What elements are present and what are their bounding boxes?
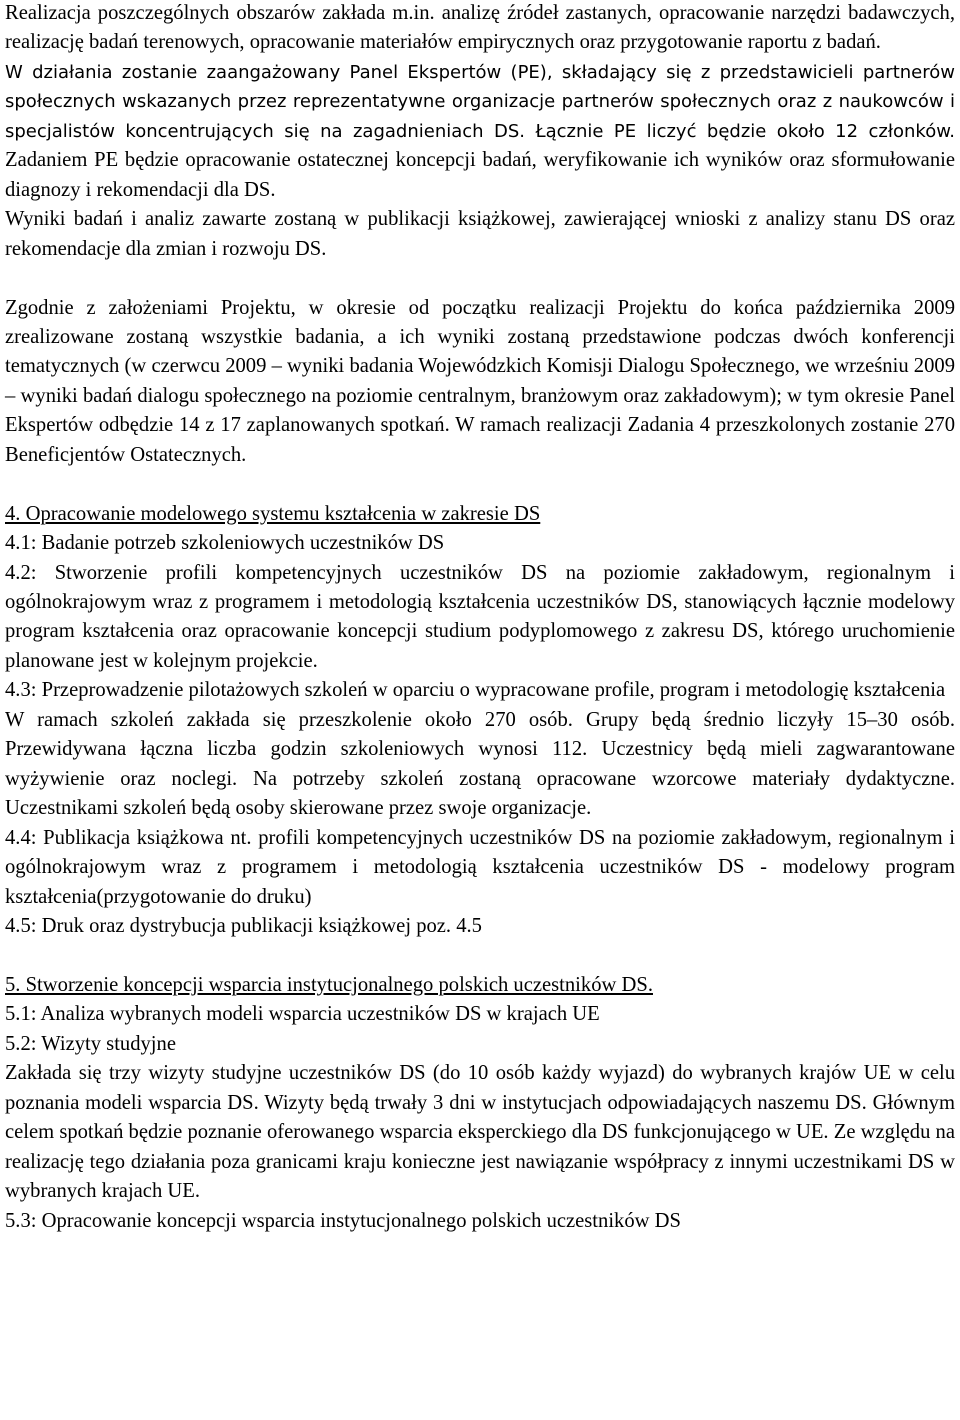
paragraph-spacer xyxy=(5,470,955,499)
item-4-3: 4.3: Przeprowadzenie pilotażowych szkoleń w oparciu o wypracowane profile, program i metodologię kształcenia xyxy=(5,679,946,702)
section-5-heading: 5. Stworzenie koncepcji wsparcia instytucjonalnego polskich uczestników DS. xyxy=(5,973,653,996)
item-5-2: 5.2: Wizyty studyjne xyxy=(5,1032,176,1055)
item-4-5: 4.5: Druk oraz dystrybucja publikacji książkowej poz. 4.5 xyxy=(5,915,482,938)
paragraph-publication-results: Wyniki badań i analiz zawarte zostaną w publikacji książkowej, zawierającej wnioski z analizy stanu DS oraz rekomendacje dla zmian i rozwoju DS. xyxy=(5,208,955,260)
paragraph-spacer xyxy=(5,264,955,293)
expert-panel-task-text: Zadaniem PE będzie opracowanie ostatecznej koncepcji badań, weryfikowanie ich wyników oraz sformułowanie diagnozy i rekomendacji dla DS. xyxy=(5,149,955,201)
item-5-1: 5.1: Analiza wybranych modeli wsparcia uczestników DS w krajach UE xyxy=(5,1003,600,1026)
item-4-2: 4.2: Stworzenie profili kompetencyjnych uczestników DS na poziomie zakładowym, regionalnym i ogólnokrajowym wraz z programem i metodologią kształcenia uczestników DS, stanowiących łącznie modelowy program kształcenia oraz opracowanie koncepcji studium podyplomowego z zakresu DS, którego uruchomienie planowane jest w kolejnym projekcie. xyxy=(5,561,955,672)
paragraph-project-schedule: Zgodnie z założeniami Projektu, w okresie od początku realizacji Projektu do końca października 2009 zrealizowane zostaną wszystkie badania, a ich wyniki zostaną przedstawione podczas dwóch konferencji tematycznych (w czerwcu 2009 – wyniki badania Wojewódzkich Komisji Dialogu Społecznego, we wrześniu 2009 – wyniki badań dialogu społecznego na poziomie centralnym, branżowym oraz zakładowym); w tym okresie Panel Ekspertów odbędzie 14 z 17 zaplanowanych spotkań. W ramach realizacji Zadania 4 przeszkolonych zostanie 270 Beneficjentów Ostatecznych. xyxy=(5,296,955,466)
paragraph-expert-panel xyxy=(5,58,955,205)
item-4-3-description: W ramach szkoleń zakłada się przeszkolenie około 270 osób. Grupy będą średnio liczyły 15–30 osób. Przewidywana łączna liczba godzin szkoleniowych wynosi 112. Uczestnicy będą mieli zagwarantowane wyżywienie oraz noclegi. Na potrzeby szkoleń zostaną opracowane wzorcowe materiały dydaktyczne. Uczestnikami szkoleń będą osoby skierowane przez swoje organizacje. xyxy=(5,708,955,820)
item-4-1: 4.1: Badanie potrzeb szkoleniowych uczestników DS xyxy=(5,532,445,555)
section-4-heading: 4. Opracowanie modelowego systemu kształcenia w zakresie DS xyxy=(5,502,541,525)
expert-panel-text: W działania zostanie zaangażowany Panel Ekspertów (PE), składający się z przedstawicieli partnerów społecznych wskazanych przez reprezentatywne organizacje partnerów społecznych oraz z naukowców i specjalistów koncentrujących się na zagadnieniach DS. Łącznie PE liczyć będzie około 12 członków. xyxy=(5,61,955,142)
paragraph-spacer xyxy=(5,941,955,970)
paragraph-research-areas: Realizacja poszczególnych obszarów zakłada m.in. analizę źródeł zastanych, opracowanie narzędzi badawczych, realizację badań terenowych, opracowanie materiałów empirycznych oraz przygotowanie raportu z badań. xyxy=(5,2,955,54)
item-5-3: 5.3: Opracowanie koncepcji wsparcia instytucjonalnego polskich uczestników DS xyxy=(5,1209,681,1232)
item-4-4: 4.4: Publikacja książkowa nt. profili kompetencyjnych uczestników DS na poziomie zakładowym, regionalnym i ogólnokrajowym wraz z programem i metodologią kształcenia uczestników DS - modelowy program kształcenia(przygotowanie do druku) xyxy=(5,826,955,908)
item-5-2-description: Zakłada się trzy wizyty studyjne uczestników DS (do 10 osób każdy wyjazd) do wybranych krajów UE w celu poznania modeli wsparcia DS. Wizyty będą trwały 3 dni w instytucjach odpowiadających naszemu DS. Głównym celem spotkań będzie poznanie oferowanego wsparcia eksperckiego dla DS funkcjonującego w UE. Ze względu na realizację tego działania poza granicami kraju konieczne jest nawiązanie współpracy z innymi uczestnikami DS w wybranych krajach UE. xyxy=(5,1062,955,1203)
